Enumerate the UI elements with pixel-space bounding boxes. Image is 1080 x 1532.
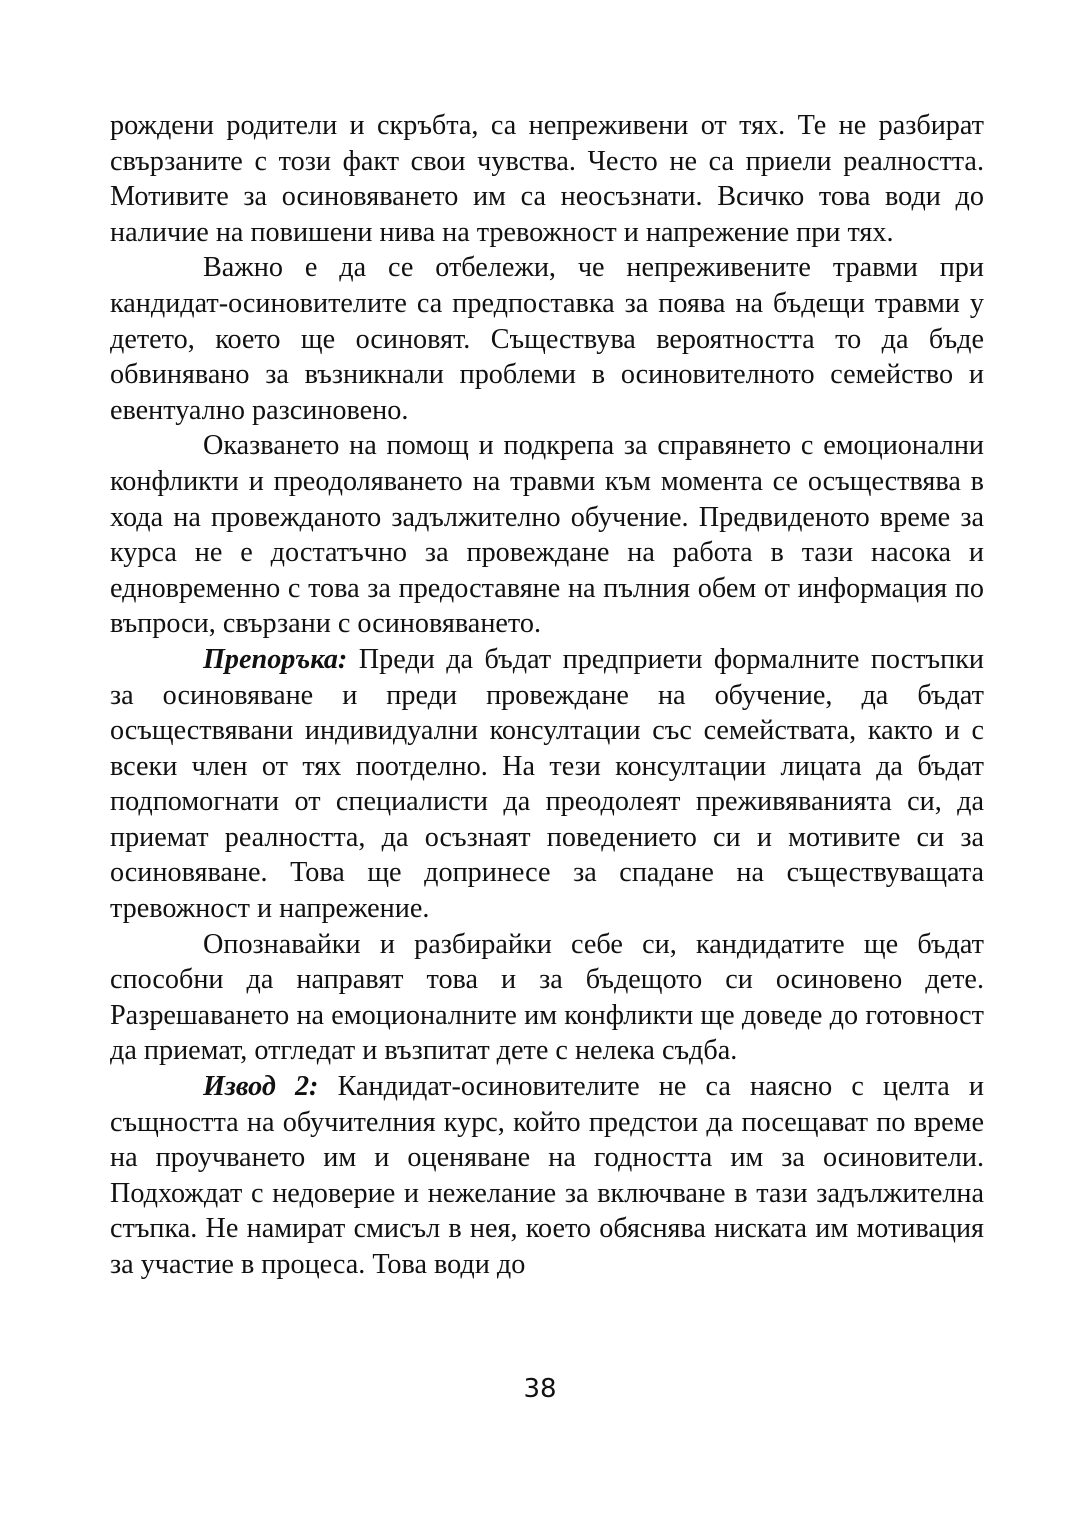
paragraph-5 [110,927,984,1069]
paragraph-3 [110,428,984,642]
conclusion-2-lead: Извод 2: [203,1071,319,1103]
paragraph-recommendation [110,642,984,927]
paragraph-2-text: Важно е да се отбележи, че непреживените травми при кандидат-осиновителите са предпоставка за поява на бъдещи травми у детето, което ще осиновят. Съществува вероятността то да бъде обвинявано за възникнали проблеми в осиновителното семейство и евентуално разсиновено. [110,252,984,426]
paragraph-5-text: Опознавайки и разбирайки себе си, кандидатите ще бъдат способни да направят това и за бъдещото си осиновено дете. Разрешаването на емоционалните им конфликти ще доведе до готовност да приемат, отгледат и възпитат дете с нелека съдба. [110,928,984,1067]
recommendation-lead: Препоръка: [203,643,348,675]
paragraph-conclusion-2 [110,1069,984,1283]
page-body [110,108,984,1283]
paragraph-1-text: рождени родители и скръбта, са непреживени от тях. Те не разбират свързаните с този факт свои чувства. Често не са приели реалността. Мотивите за осиновяването им са неосъзнати. Всичко това води до наличие на повишени нива на тревожност и напрежение при тях. [110,110,984,248]
conclusion-2-text: Кандидат-осиновителите не са наясно с целта и същността на обучителния курс, който предстои да посещават по време на проучването им и оценяване на годността им за осиновители. Подхождат с недоверие и нежелание за включване в тази задължителна стъпка. Не намират смисъл в нея, което обяснява ниската им мотивация за участие в процеса. Това води до [110,1071,984,1280]
paragraph-3-text: Оказването на помощ и подкрепа за справянето с емоционални конфликти и преодоляването на травми към момента се осъществява в хода на провежданото задължително обучение. Предвиденото време за курса не е достатъчно за провеждане на работа в тази насока и едновременно с това за предоставяне на пълния обем от информация по въпроси, свързани с осиновяването. [110,430,984,640]
paragraph-1 [110,108,984,250]
recommendation-text: Преди да бъдат предприети формалните постъпки за осиновяване и преди провеждане на обучение, да бъдат осъществявани индивидуални консултации със семействата, както и с всеки член от тях поотделно. На тези консултации лицата да бъдат подпомогнати от специалисти да преодолеят преживяванията си, да приемат реалността, да осъзнаят поведението си и мотивите си за осиновяване. Това ще допринесе за спадане на съществуващата тревожност и напрежение. [110,643,984,925]
page-number: 38 [523,1374,557,1404]
paragraph-2 [110,250,984,428]
